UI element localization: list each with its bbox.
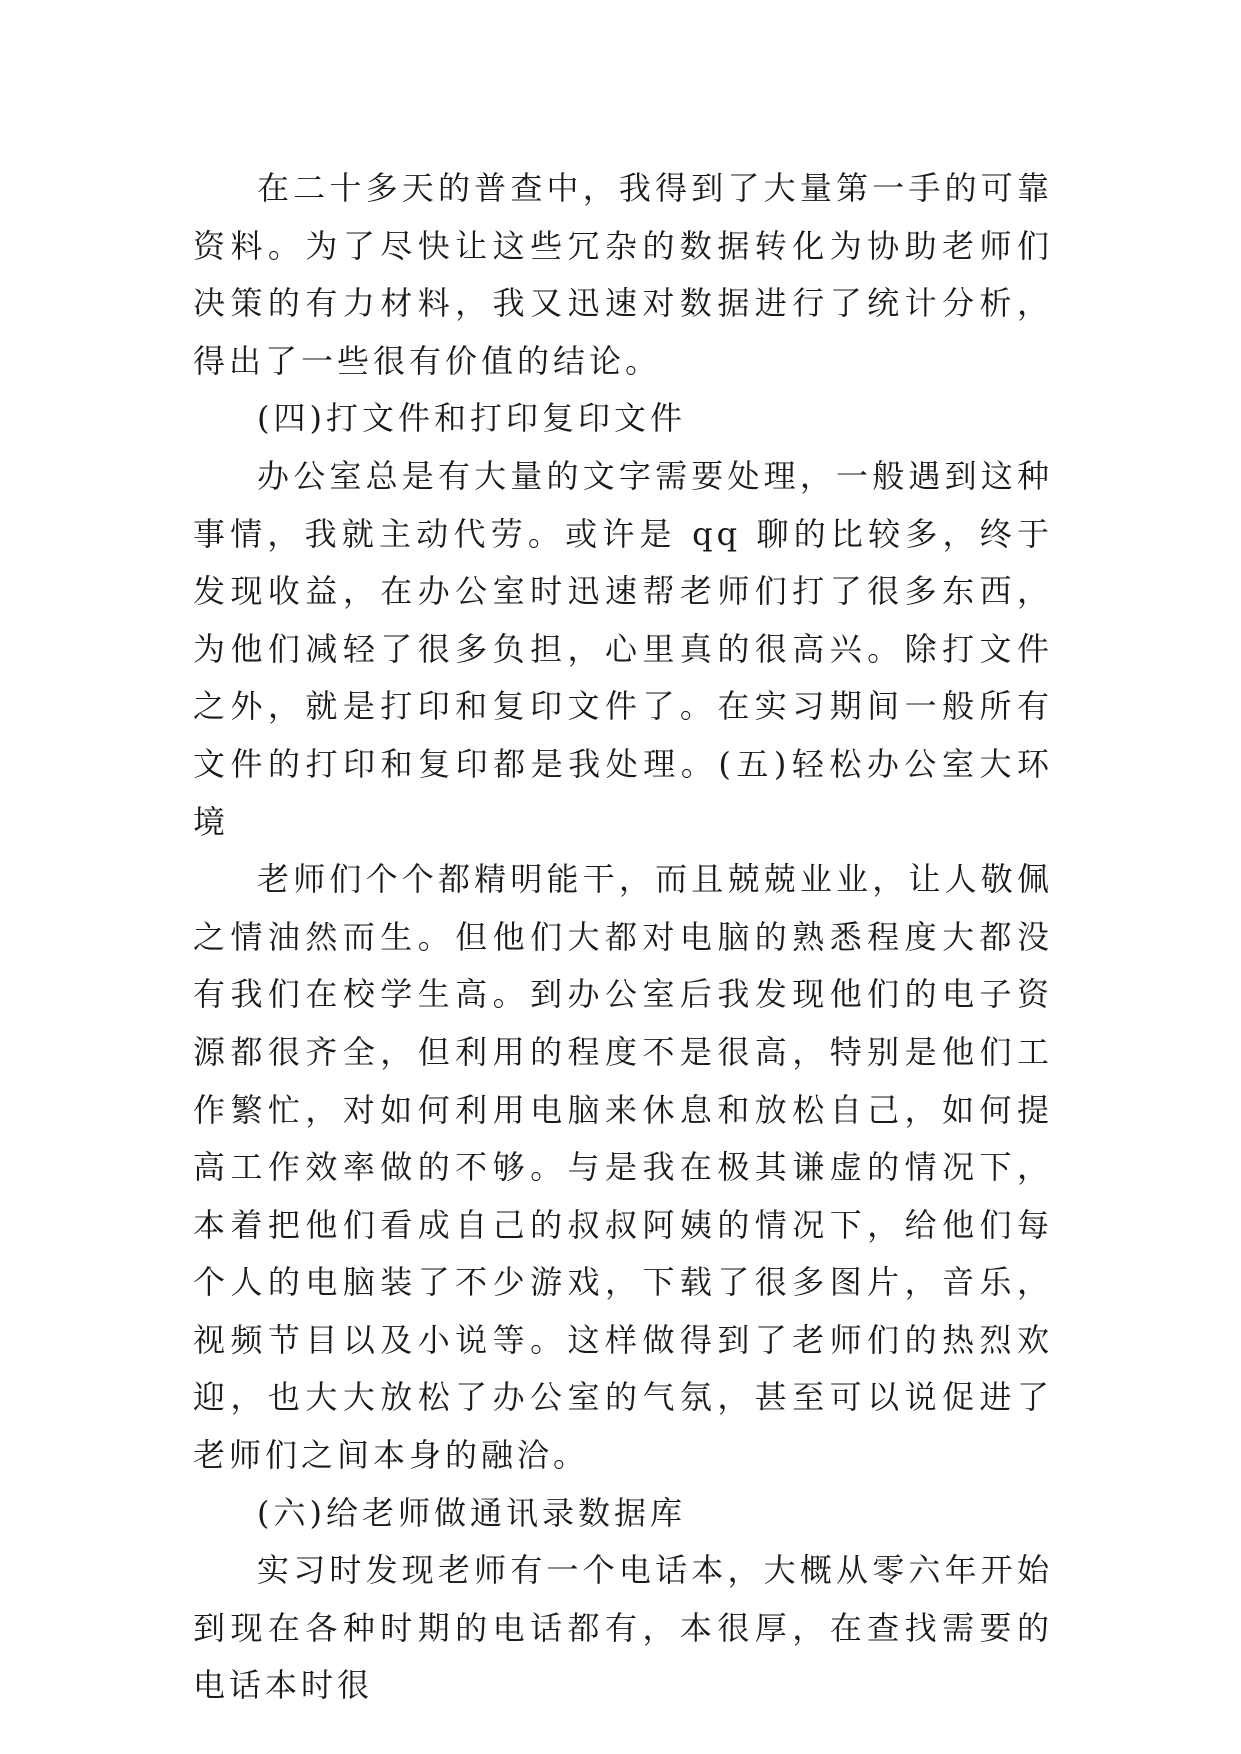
paragraph-typing-printing: 办公室总是有大量的文字需要处理，一般遇到这种事情，我就主动代劳。或许是 qq 聊的比较多，终于发现收益，在办公室时迅速帮老师们打了很多东西，为他们减轻了很多负担，心里真的很高兴。除打文件之外，就是打印和复印文件了。在实习期间一般所有文件的打印和复印都是我处理。(五)轻松办公室大环境 [193,456,1053,841]
section-heading-4: (四)打文件和打印复印文件 [257,399,686,438]
paragraph-contacts-database: 实习时发现老师有一个电话本，大概从零六年开始到现在各种时期的电话都有，本很厚，在查找需要的电话本时很 [193,1551,1053,1705]
paragraph-office-environment: 老师们个个都精明能干，而且兢兢业业，让人敬佩之情油然而生。但他们大都对电脑的熟悉程度大都没有我们在校学生高。到办公室后我发现他们的电子资源都很齐全，但利用的程度不是很高，特别是他们工作繁忙，对如何利用电脑来休息和放松自己，如何提高工作效率做的不够。与是我在极其谦虚的情况下，本着把他们看成自己的叔叔阿姨的情况下，给他们每个人的电脑装了不少游戏，下载了很多图片，音乐，视频节目以及小说等。这样做得到了老师们的热烈欢迎，也大大放松了办公室的气氛，甚至可以说促进了老师们之间本身的融洽。 [193,860,1053,1475]
section-heading-6: (六)给老师做通讯录数据库 [257,1493,686,1532]
paragraph-survey-results: 在二十多天的普查中，我得到了大量第一手的可靠资料。为了尽快让这些冗杂的数据转化为协助老师们决策的有力材料，我又迅速对数据进行了统计分析，得出了一些很有价值的结论。 [193,169,1053,380]
document-body [193,160,1053,1715]
